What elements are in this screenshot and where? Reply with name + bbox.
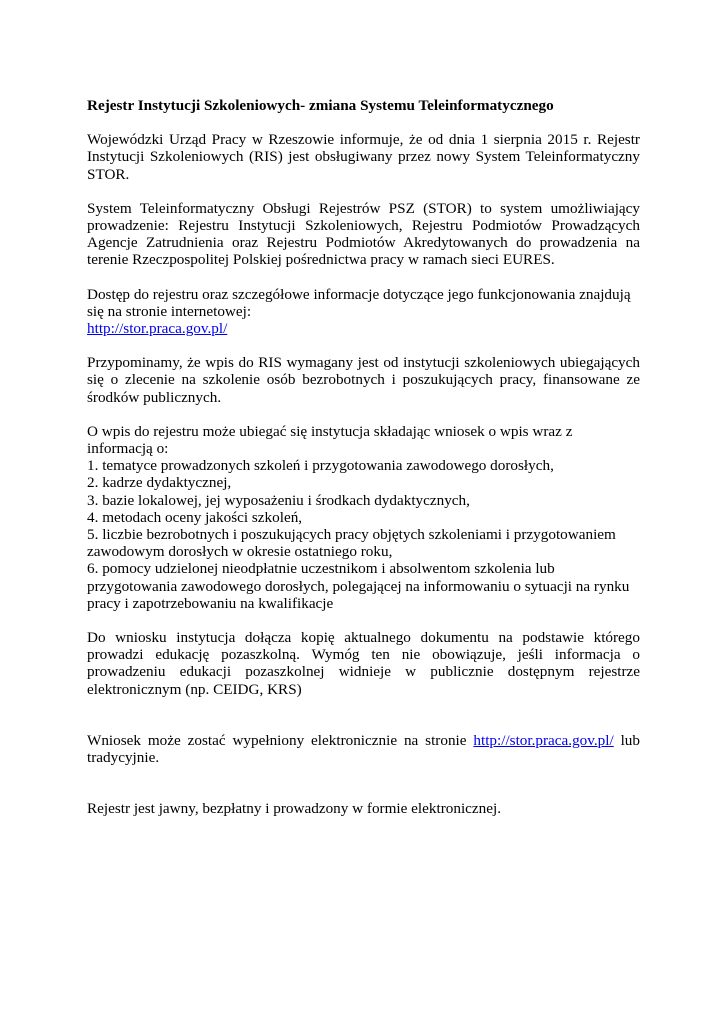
paragraph-stor-description: System Teleinformatyczny Obsługi Rejestrów PSZ (STOR) to system umożliwiający prowadzenie: Rejestru Instytucji Szkoleniowych, Rejestru Podmiotów Prowadzących Agencje Zatrudnienia oraz Rejestru Podmiotów Akredytowanych do prowadzenia na terenie Rzeczpospolitej Polskiej pośrednictwa pracy w ramach sieci EURES. xyxy=(87,199,640,269)
stor-link-submission[interactable]: http://stor.praca.gov.pl/ xyxy=(473,731,614,749)
paragraph-announcement: Wojewódzki Urząd Pracy w Rzeszowie informuje, że od dnia 1 sierpnia 2015 r. Rejestr Instytucji Szkoleniowych (RIS) jest obsługiwany przez nowy System Teleinformatyczny STOR. xyxy=(87,131,640,183)
list-item: 2. kadrze dydaktycznej, xyxy=(87,474,232,492)
paragraph-application-requirements xyxy=(87,423,640,612)
list-item: 4. metodach oceny jakości szkoleń, xyxy=(87,508,303,526)
document-title: Rejestr Instytucji Szkoleniowych- zmiana Systemu Teleinformatycznego xyxy=(87,97,554,114)
list-item: 5. liczbie bezrobotnych i poszukujących pracy objętych szkoleniami i przygotowaniem zawodowym dorosłych w okresie ostatniego roku, xyxy=(87,526,616,561)
paragraph-access-info xyxy=(87,286,640,338)
paragraph-submission xyxy=(87,732,640,766)
list-item: 6. pomocy udzielonej nieodpłatnie uczestnikom i absolwentom szkolenia lub przygotowania zawodowego dorosłych, polegającej na informowaniu o sytuacji na rynku pracy i zapotrzebowaniu na kwalifikacje xyxy=(87,560,630,612)
paragraph-register-info: Rejestr jest jawny, bezpłatny i prowadzony w formie elektronicznej. xyxy=(87,800,501,818)
paragraph-reminder: Przypominamy, że wpis do RIS wymagany jest od instytucji szkoleniowych ubiegających się o zlecenie na szkolenie osób bezrobotnych i poszukujących pracy, finansowane ze środków publicznych. xyxy=(87,354,640,406)
submission-text-before: Wniosek może zostać wypełniony elektronicznie na stronie xyxy=(87,731,474,749)
submission-text-after: lub tradycyjnie. xyxy=(87,731,640,767)
stor-link[interactable]: http://stor.praca.gov.pl/ xyxy=(87,320,228,338)
requirements-intro: O wpis do rejestru może ubiegać się instytucja składając wniosek o wpis wraz z informacją o: xyxy=(87,422,573,458)
paragraph-attachment: Do wniosku instytucja dołącza kopię aktualnego dokumentu na podstawie którego prowadzi edukację pozaszkolną. Wymóg ten nie obowiązuje, jeśli informacja o prowadzeniu edukacji pozaszkolnej widnieje w publicznie dostępnym rejestrze elektronicznym (np. CEIDG, KRS) xyxy=(87,629,640,698)
document-page xyxy=(87,97,640,835)
list-item: 3. bazie lokalowej, jej wyposażeniu i środkach dydaktycznych, xyxy=(87,491,470,509)
access-info-text: Dostęp do rejestru oraz szczegółowe informacje dotyczące jego funkcjonowania znajdują się na stronie internetowej: xyxy=(87,285,631,320)
list-item: 1. tematyce prowadzonych szkoleń i przygotowania zawodowego dorosłych, xyxy=(87,457,554,475)
